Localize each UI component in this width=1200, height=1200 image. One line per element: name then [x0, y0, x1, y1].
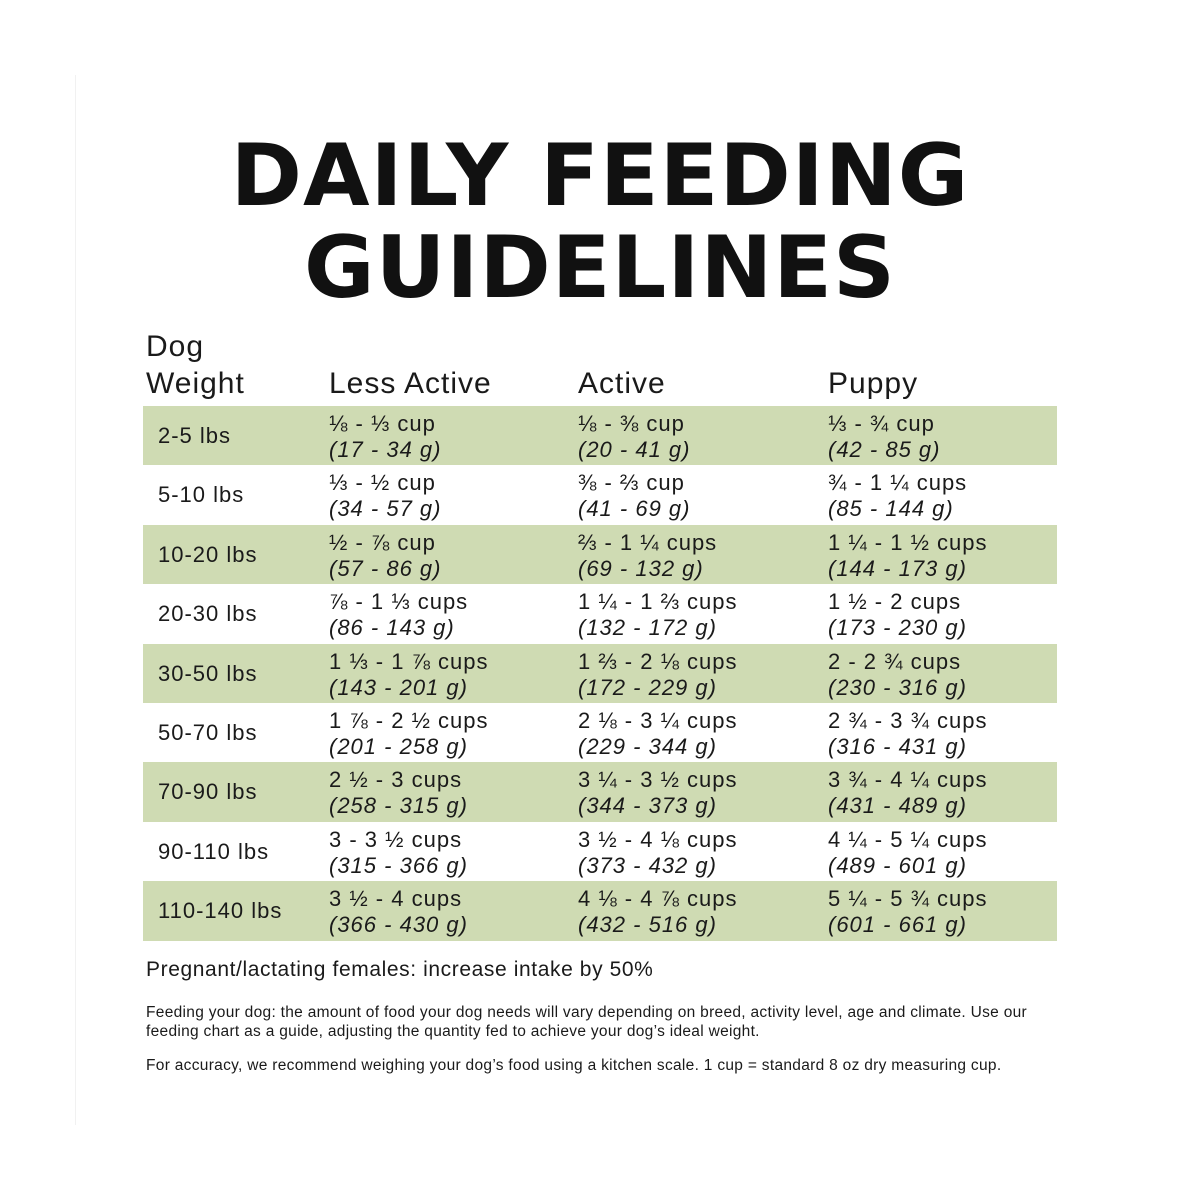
cups-amount: 3 ¾ - 4 ¼ cups [828, 767, 988, 793]
grams-amount: (431 - 489 g) [828, 793, 967, 819]
cups-amount: ½ - ⅞ cup [329, 529, 436, 555]
active-cell [578, 703, 823, 762]
puppy-cell [828, 762, 1057, 821]
cups-amount: 4 ⅛ - 4 ⅞ cups [578, 886, 738, 912]
cups-amount: ⅜ - ⅔ cup [578, 470, 685, 496]
less-active-cell [329, 465, 574, 524]
table-row [143, 762, 1057, 821]
less-active-cell [329, 881, 574, 940]
cups-amount: 2 ⅛ - 3 ¼ cups [578, 707, 738, 733]
less-active-cell [329, 406, 574, 465]
cups-amount: ⅔ - 1 ¼ cups [578, 529, 718, 555]
grams-amount: (366 - 430 g) [329, 912, 468, 938]
grams-amount: (173 - 230 g) [828, 615, 967, 641]
table-row [143, 465, 1057, 524]
grams-amount: (230 - 316 g) [828, 674, 967, 700]
weight-cell: 70-90 lbs [158, 779, 258, 805]
table-row [143, 881, 1057, 940]
cups-amount: ¾ - 1 ¼ cups [828, 470, 968, 496]
puppy-cell [828, 525, 1057, 584]
grams-amount: (315 - 366 g) [329, 852, 468, 878]
cups-amount: ⅛ - ⅓ cup [329, 411, 436, 436]
cups-amount: 1 ¼ - 1 ½ cups [828, 529, 988, 555]
grams-amount: (432 - 516 g) [578, 912, 717, 938]
less-active-cell [329, 644, 574, 703]
grams-amount: (172 - 229 g) [578, 674, 717, 700]
weight-cell: 2-5 lbs [158, 423, 232, 448]
weight-cell: 90-110 lbs [158, 838, 270, 864]
grams-amount: (258 - 315 g) [329, 793, 468, 819]
cups-amount: 1 ⅓ - 1 ⅞ cups [329, 648, 489, 674]
cups-amount: 3 ½ - 4 ⅛ cups [578, 826, 738, 852]
puppy-cell [828, 644, 1057, 703]
grams-amount: (85 - 144 g) [828, 496, 954, 522]
active-cell [578, 584, 823, 643]
puppy-cell [828, 465, 1057, 524]
grams-amount: (86 - 143 g) [329, 615, 455, 641]
grams-amount: (20 - 41 g) [578, 437, 691, 462]
grams-amount: (69 - 132 g) [578, 555, 704, 581]
cups-amount: 2 ½ - 3 cups [329, 767, 463, 793]
cups-amount: 3 ¼ - 3 ½ cups [578, 767, 738, 793]
less-active-cell [329, 822, 574, 881]
cups-amount: 3 ½ - 4 cups [329, 886, 463, 912]
puppy-cell [828, 703, 1057, 762]
title-line-2: GUIDELINES [303, 218, 896, 318]
table-row [143, 584, 1057, 643]
cups-amount: 4 ¼ - 5 ¼ cups [828, 826, 988, 852]
grams-amount: (344 - 373 g) [578, 793, 717, 819]
cups-amount: ⅓ - ¾ cup [828, 411, 935, 436]
weight-cell: 5-10 lbs [158, 482, 245, 508]
cups-amount: 1 ⅞ - 2 ½ cups [329, 707, 489, 733]
grams-amount: (373 - 432 g) [578, 852, 717, 878]
active-cell [578, 762, 823, 821]
table-row [143, 525, 1057, 584]
active-cell [578, 465, 823, 524]
cups-amount: 2 ¾ - 3 ¾ cups [828, 707, 988, 733]
pregnant-note: Pregnant/lactating females: increase intake by 50% [146, 958, 654, 981]
header-less-active: Less Active [329, 367, 492, 400]
table-row [143, 822, 1057, 881]
cups-amount: 1 ⅔ - 2 ⅛ cups [578, 648, 738, 674]
table-row [143, 703, 1057, 762]
active-cell [578, 822, 823, 881]
accuracy-info-paragraph: For accuracy, we recommend weighing your dog’s food using a kitchen scale. 1 cup = standard 8 oz dry measuring cup. [146, 1057, 1002, 1074]
puppy-cell [828, 584, 1057, 643]
cups-amount: ⅞ - 1 ⅓ cups [329, 589, 469, 615]
grams-amount: (316 - 431 g) [828, 733, 967, 759]
grams-amount: (132 - 172 g) [578, 615, 717, 641]
feeding-table [143, 406, 1057, 941]
title-line-1: DAILY FEEDING [230, 126, 970, 226]
grams-amount: (144 - 173 g) [828, 555, 967, 581]
active-cell [578, 406, 823, 465]
puppy-cell [828, 881, 1057, 940]
less-active-cell [329, 525, 574, 584]
header-dog-weight [146, 328, 316, 402]
page-title [0, 126, 1200, 318]
cups-amount: 2 - 2 ¾ cups [828, 648, 962, 674]
weight-cell: 10-20 lbs [158, 541, 258, 567]
table-row [143, 644, 1057, 703]
grams-amount: (34 - 57 g) [329, 496, 442, 522]
weight-cell: 110-140 lbs [158, 898, 283, 924]
cups-amount: 3 - 3 ½ cups [329, 826, 463, 852]
feeding-info-paragraph: Feeding your dog: the amount of food your dog needs will vary depending on breed, activity level, age and climate. Use our feeding chart as a guide, adjusting the quantity fed to achieve your dog’s ideal weight. [146, 1004, 1028, 1040]
cups-amount: ⅛ - ⅜ cup [578, 411, 685, 436]
grams-amount: (17 - 34 g) [329, 437, 442, 462]
grams-amount: (601 - 661 g) [828, 912, 967, 938]
less-active-cell [329, 762, 574, 821]
weight-cell: 20-30 lbs [158, 601, 258, 627]
grams-amount: (489 - 601 g) [828, 852, 967, 878]
active-cell [578, 644, 823, 703]
puppy-cell [828, 822, 1057, 881]
grams-amount: (201 - 258 g) [329, 733, 468, 759]
cups-amount: 1 ¼ - 1 ⅔ cups [578, 589, 738, 615]
header-dog-weight-line-2: Weight [146, 367, 245, 400]
grams-amount: (143 - 201 g) [329, 674, 468, 700]
less-active-cell [329, 584, 574, 643]
weight-cell: 30-50 lbs [158, 660, 258, 686]
grams-amount: (41 - 69 g) [578, 496, 691, 522]
less-active-cell [329, 703, 574, 762]
cups-amount: ⅓ - ½ cup [329, 470, 436, 496]
grams-amount: (42 - 85 g) [828, 437, 941, 462]
active-cell [578, 525, 823, 584]
grams-amount: (57 - 86 g) [329, 555, 442, 581]
header-dog-weight-line-1: Dog [146, 330, 205, 363]
cups-amount: 5 ¼ - 5 ¾ cups [828, 886, 988, 912]
grams-amount: (229 - 344 g) [578, 733, 717, 759]
puppy-cell [828, 406, 1057, 465]
weight-cell: 50-70 lbs [158, 719, 258, 745]
cups-amount: 1 ½ - 2 cups [828, 589, 962, 615]
active-cell [578, 881, 823, 940]
header-active: Active [578, 367, 666, 400]
table-row [143, 406, 1057, 465]
header-puppy: Puppy [828, 367, 919, 400]
